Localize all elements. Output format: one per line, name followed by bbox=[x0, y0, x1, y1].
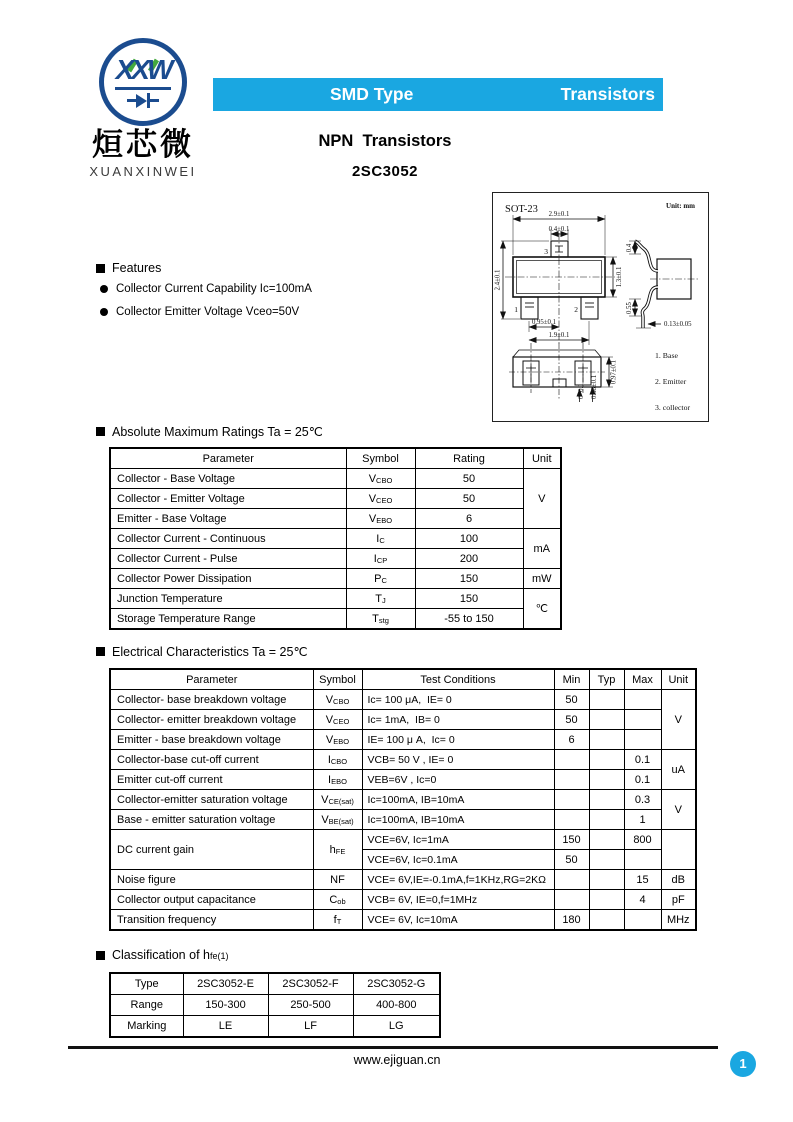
cell: Collector Power Dissipation bbox=[110, 569, 346, 589]
cell bbox=[661, 830, 696, 870]
pin-number-label: 2 bbox=[574, 305, 578, 314]
cell: ℃ bbox=[523, 589, 561, 630]
dim-label: 0.55 bbox=[626, 302, 633, 314]
banner-right-label: Transistors bbox=[560, 84, 655, 104]
cell: VCE=6V, Ic=1mA bbox=[362, 830, 554, 850]
column-header: Rating bbox=[415, 448, 523, 469]
pin-number-label: 1 bbox=[514, 305, 518, 314]
cell: Collector Current - Continuous bbox=[110, 529, 346, 549]
cell: 2SC3052-F bbox=[268, 973, 353, 995]
abs-max-table bbox=[109, 447, 562, 630]
cell: Ic=100mA, IB=10mA bbox=[362, 790, 554, 810]
cell: 0.1 bbox=[624, 770, 661, 790]
cell: Collector-base cut-off current bbox=[110, 750, 313, 770]
features-heading bbox=[96, 261, 161, 275]
cell: 0.1 bbox=[624, 750, 661, 770]
cell: 0.3 bbox=[624, 790, 661, 810]
cell bbox=[589, 810, 624, 830]
cell: V bbox=[661, 690, 696, 750]
dim-label: 2.9±0.1 bbox=[548, 211, 570, 218]
abs-max-heading-label: Absolute Maximum Ratings Ta = 25℃ bbox=[112, 425, 323, 439]
dim-label: 0.4 bbox=[626, 243, 633, 253]
table-row bbox=[110, 529, 561, 549]
cell: IC bbox=[346, 529, 415, 549]
cell: 150 bbox=[554, 830, 589, 850]
table-row bbox=[110, 509, 561, 529]
cell: 50 bbox=[554, 850, 589, 870]
square-bullet-icon bbox=[96, 951, 105, 960]
cell: Emitter cut-off current bbox=[110, 770, 313, 790]
cell bbox=[624, 850, 661, 870]
cell: VCB= 50 V , IE= 0 bbox=[362, 750, 554, 770]
dot-bullet-icon bbox=[100, 285, 108, 293]
cell: Ic=100mA, IB=10mA bbox=[362, 810, 554, 830]
cell bbox=[589, 750, 624, 770]
dim-label: 0~0.1 bbox=[578, 383, 585, 399]
dim-label: 0.38±0.1 bbox=[591, 374, 598, 399]
cell: Junction Temperature bbox=[110, 589, 346, 609]
cell: NF bbox=[313, 870, 362, 890]
cell: -55 to 150 bbox=[415, 609, 523, 630]
feature-text: Collector Emitter Voltage Vceo=50V bbox=[116, 306, 300, 318]
dim-label: 0.4±0.1 bbox=[548, 226, 570, 233]
footer-divider bbox=[68, 1046, 718, 1049]
cell: 50 bbox=[415, 489, 523, 509]
cell: LF bbox=[268, 1016, 353, 1038]
cell: Collector- base breakdown voltage bbox=[110, 690, 313, 710]
cell: 2SC3052-E bbox=[183, 973, 268, 995]
cell bbox=[589, 690, 624, 710]
table-header-row bbox=[110, 448, 561, 469]
pin-legend-emitter: 2. Emitter bbox=[655, 377, 687, 386]
table-row bbox=[110, 690, 696, 710]
cell: VCE= 6V, Ic=10mA bbox=[362, 910, 554, 931]
cell: DC current gain bbox=[110, 830, 313, 870]
cell: ICBO bbox=[313, 750, 362, 770]
cell: Emitter - Base Voltage bbox=[110, 509, 346, 529]
cell: Collector-emitter saturation voltage bbox=[110, 790, 313, 810]
cell: 180 bbox=[554, 910, 589, 931]
table-header-row bbox=[110, 669, 696, 690]
cell: V bbox=[523, 469, 561, 529]
cell: Collector - Base Voltage bbox=[110, 469, 346, 489]
cell: Ic= 100 μA, IE= 0 bbox=[362, 690, 554, 710]
cell: IEBO bbox=[313, 770, 362, 790]
cell: Collector output capacitance bbox=[110, 890, 313, 910]
feature-item bbox=[100, 306, 299, 318]
cell: TJ bbox=[346, 589, 415, 609]
cell: 250-500 bbox=[268, 995, 353, 1016]
cell bbox=[624, 690, 661, 710]
title-block bbox=[240, 132, 530, 180]
cell: Type bbox=[110, 973, 183, 995]
cell: Cob bbox=[313, 890, 362, 910]
footer-website: www.ejiguan.cn bbox=[353, 1053, 441, 1067]
classification-heading bbox=[96, 948, 228, 962]
cell: VCBO bbox=[346, 469, 415, 489]
table-row bbox=[110, 973, 440, 995]
cell: Storage Temperature Range bbox=[110, 609, 346, 630]
cell: 6 bbox=[554, 730, 589, 750]
cell: 50 bbox=[554, 690, 589, 710]
square-bullet-icon bbox=[96, 264, 105, 273]
cell: fT bbox=[313, 910, 362, 931]
cell: Transition frequency bbox=[110, 910, 313, 931]
cell bbox=[624, 710, 661, 730]
cell: 15 bbox=[624, 870, 661, 890]
cell: VEBO bbox=[313, 730, 362, 750]
dim-label: 0.95±0.1 bbox=[531, 319, 557, 326]
cell: 6 bbox=[415, 509, 523, 529]
cell: PC bbox=[346, 569, 415, 589]
dim-label: 2.4±0.1 bbox=[494, 269, 502, 291]
package-labels bbox=[495, 202, 696, 412]
cell: Collector- emitter breakdown voltage bbox=[110, 710, 313, 730]
table-row bbox=[110, 1016, 440, 1038]
features-heading-label: Features bbox=[112, 261, 162, 275]
feature-item bbox=[100, 283, 312, 295]
cell: VCEO bbox=[346, 489, 415, 509]
cell: Collector Current - Pulse bbox=[110, 549, 346, 569]
package-name-label: SOT-23 bbox=[505, 204, 538, 215]
page-title: NPN Transistors bbox=[318, 132, 452, 150]
table-row bbox=[110, 750, 696, 770]
cell bbox=[624, 910, 661, 931]
cell: 1 bbox=[624, 810, 661, 830]
cell: VCE(sat) bbox=[313, 790, 362, 810]
cell bbox=[624, 730, 661, 750]
cell: Collector - Emitter Voltage bbox=[110, 489, 346, 509]
cell: 50 bbox=[554, 710, 589, 730]
cell: VCE= 6V,IE=-0.1mA,f=1KHz,RG=2KΩ bbox=[362, 870, 554, 890]
table-row bbox=[110, 870, 696, 890]
cell bbox=[589, 890, 624, 910]
cell: VCB= 6V, IE=0,f=1MHz bbox=[362, 890, 554, 910]
cell: VCE=6V, Ic=0.1mA bbox=[362, 850, 554, 870]
diode-lead bbox=[127, 99, 136, 102]
table-row bbox=[110, 770, 696, 790]
cell: Noise figure bbox=[110, 870, 313, 890]
cell bbox=[589, 870, 624, 890]
diode-icon bbox=[104, 93, 182, 108]
diode-triangle bbox=[136, 94, 147, 108]
cell: Emitter - base breakdown voltage bbox=[110, 730, 313, 750]
cell: MHz bbox=[661, 910, 696, 931]
cell bbox=[554, 870, 589, 890]
unit-note-label: Unit: mm bbox=[666, 202, 695, 210]
cell: IE= 100 μ A, Ic= 0 bbox=[362, 730, 554, 750]
cell bbox=[589, 710, 624, 730]
cell: 100 bbox=[415, 529, 523, 549]
table-row bbox=[110, 730, 696, 750]
pin-number-label: 3 bbox=[544, 247, 548, 256]
cell: mW bbox=[523, 569, 561, 589]
cell: Range bbox=[110, 995, 183, 1016]
table-row bbox=[110, 609, 561, 630]
square-bullet-icon bbox=[96, 427, 105, 436]
cell: LG bbox=[353, 1016, 440, 1038]
cell: 200 bbox=[415, 549, 523, 569]
elec-table bbox=[109, 668, 697, 931]
dim-label: 0.97±0.1 bbox=[610, 359, 618, 385]
column-header: Parameter bbox=[110, 669, 313, 690]
table-row bbox=[110, 489, 561, 509]
abs-max-heading bbox=[96, 424, 323, 439]
cell bbox=[589, 850, 624, 870]
table-row bbox=[110, 710, 696, 730]
classification-table bbox=[109, 972, 441, 1038]
company-name-romanized: XUANXINWEI bbox=[89, 164, 197, 179]
cell bbox=[589, 830, 624, 850]
cell bbox=[554, 890, 589, 910]
package-drawing bbox=[493, 193, 708, 421]
header-banner bbox=[213, 78, 663, 111]
pin-legend-base: 1. Base bbox=[655, 351, 678, 360]
classification-heading-label: Classification of hfe(1) bbox=[112, 948, 229, 962]
cell: mA bbox=[523, 529, 561, 569]
cell: VCEO bbox=[313, 710, 362, 730]
cell bbox=[554, 750, 589, 770]
table-row bbox=[110, 469, 561, 489]
dim-label: 0.13±0.05 bbox=[664, 321, 692, 328]
table-row bbox=[110, 790, 696, 810]
table-row bbox=[110, 830, 696, 850]
page-number-badge: 1 bbox=[730, 1051, 756, 1077]
cell: 400-800 bbox=[353, 995, 440, 1016]
cell: 4 bbox=[624, 890, 661, 910]
diode-lead bbox=[150, 99, 159, 102]
cell: pF bbox=[661, 890, 696, 910]
cell: dB bbox=[661, 870, 696, 890]
column-header: Symbol bbox=[346, 448, 415, 469]
elec-heading-label: Electrical Characteristics Ta = 25℃ bbox=[112, 645, 308, 659]
cell: 2SC3052-G bbox=[353, 973, 440, 995]
package-side-view bbox=[629, 241, 699, 328]
column-header: Test Conditions bbox=[362, 669, 554, 690]
column-header: Parameter bbox=[110, 448, 346, 469]
column-header: Min bbox=[554, 669, 589, 690]
cell: Tstg bbox=[346, 609, 415, 630]
cell bbox=[589, 910, 624, 931]
banner-left-label: SMD Type bbox=[330, 84, 414, 104]
cell: VBE(sat) bbox=[313, 810, 362, 830]
table-row bbox=[110, 810, 696, 830]
column-header: Typ bbox=[589, 669, 624, 690]
company-name-chinese: 烜芯微 bbox=[92, 127, 194, 163]
package-outline-box bbox=[492, 192, 709, 422]
brand-logo bbox=[85, 38, 201, 179]
cell bbox=[554, 790, 589, 810]
cell: VEB=6V , Ic=0 bbox=[362, 770, 554, 790]
cell: VCBO bbox=[313, 690, 362, 710]
table-row bbox=[110, 549, 561, 569]
cell: V bbox=[661, 790, 696, 830]
logo-divider bbox=[115, 87, 171, 90]
cell bbox=[554, 770, 589, 790]
dim-label: 1.3±0.1 bbox=[616, 266, 623, 288]
logo-monogram-icon bbox=[99, 38, 187, 126]
square-bullet-icon bbox=[96, 647, 105, 656]
part-number: 2SC3052 bbox=[351, 163, 419, 180]
column-header: Unit bbox=[523, 448, 561, 469]
pin-legend-collector: 3. collector bbox=[655, 403, 691, 412]
cell: ICP bbox=[346, 549, 415, 569]
cell: 150 bbox=[415, 589, 523, 609]
package-top-view bbox=[501, 215, 617, 345]
table-row bbox=[110, 995, 440, 1016]
cell bbox=[589, 770, 624, 790]
feature-text: Collector Current Capability Ic=100mA bbox=[116, 283, 312, 295]
table-row bbox=[110, 910, 696, 931]
cell: VEBO bbox=[346, 509, 415, 529]
cell: uA bbox=[661, 750, 696, 790]
cell: 50 bbox=[415, 469, 523, 489]
cell: 800 bbox=[624, 830, 661, 850]
dim-label: 1.9±0.1 bbox=[548, 332, 570, 339]
elec-heading bbox=[96, 644, 307, 659]
column-header: Unit bbox=[661, 669, 696, 690]
cell: LE bbox=[183, 1016, 268, 1038]
cell: 150 bbox=[415, 569, 523, 589]
logo-monogram-text: XXW bbox=[115, 54, 171, 85]
dot-bullet-icon bbox=[100, 308, 108, 316]
table-row bbox=[110, 890, 696, 910]
cell bbox=[554, 810, 589, 830]
cell: hFE bbox=[313, 830, 362, 870]
cell: 150-300 bbox=[183, 995, 268, 1016]
table-row bbox=[110, 569, 561, 589]
cell: Ic= 1mA, IB= 0 bbox=[362, 710, 554, 730]
column-header: Max bbox=[624, 669, 661, 690]
cell: Marking bbox=[110, 1016, 183, 1038]
cell: Base - emitter saturation voltage bbox=[110, 810, 313, 830]
column-header: Symbol bbox=[313, 669, 362, 690]
table-row bbox=[110, 589, 561, 609]
cell bbox=[589, 730, 624, 750]
cell bbox=[589, 790, 624, 810]
